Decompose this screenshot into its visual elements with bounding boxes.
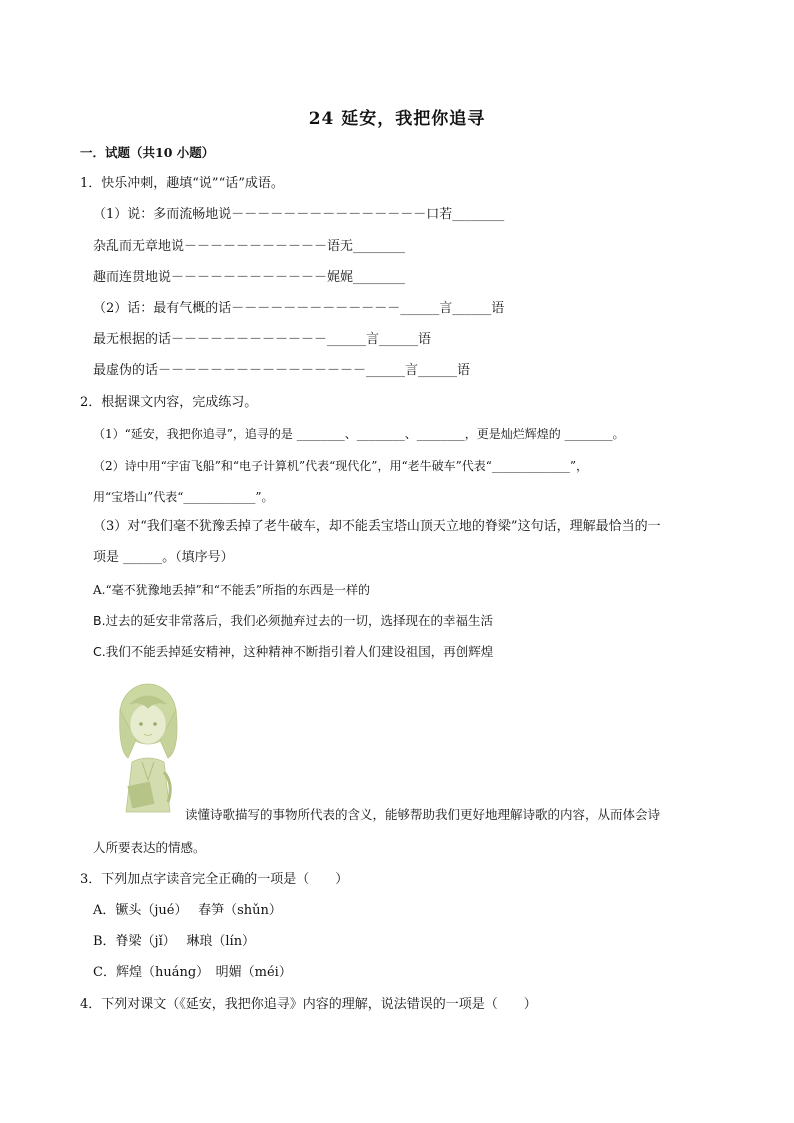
question-2-part-2a: （2）诗中用“宇宙飞船”和“电子计算机”代表“现代化”，用“老牛破车”代表“_____________”， xyxy=(93,459,588,473)
question-2-part-3b: 项是 ______。（填序号） xyxy=(93,550,234,565)
question-2-part-1: （1）“延安，我把你追寻”，追寻的是 ________、________、________，更是灿烂辉煌的 ________。 xyxy=(93,427,625,441)
question-2-stem: 2．根据课文内容，完成练习。 xyxy=(80,395,258,410)
tip-text-line-1: 读懂诗歌描写的事物所代表的含义，能够帮助我们更好地理解诗歌的内容，从而体会诗 xyxy=(185,807,661,822)
question-1-line-6: 最虚伪的话－－－－－－－－－－－－－－－－______言______语 xyxy=(93,363,471,378)
question-1-stem: 1．快乐冲刺，趣填“说”“话”成语。 xyxy=(80,176,284,191)
tip-text-line-2: 人所要表达的情感。 xyxy=(93,840,206,855)
question-2-option-c: C.我们不能丢掉延安精神，这种精神不断指引着人们建设祖国，再创辉煌 xyxy=(93,644,494,659)
girl-illustration xyxy=(108,680,188,818)
question-3-option-c: C．辉煌（huáng） 明媚（méi） xyxy=(93,965,292,980)
question-1-line-2: 杂乱而无章地说－－－－－－－－－－－语无________ xyxy=(93,239,406,254)
question-4-stem: 4．下列对课文（《延安，我把你追寻》内容的理解，说法错误的一项是（ ） xyxy=(80,997,537,1012)
question-1-line-4: （2）话：最有气概的话－－－－－－－－－－－－－______言______语 xyxy=(93,301,505,316)
question-1-line-5: 最无根据的话－－－－－－－－－－－－______言______语 xyxy=(93,332,432,347)
page-title: 24 延安，我把你追寻 xyxy=(308,109,486,129)
question-2-part-3a: （3）对“我们毫不犹豫丢掉了老牛破车，却不能丢宝塔山顶天立地的脊梁”这句话，理解最恰当的一 xyxy=(93,519,661,534)
question-3-option-b: B．脊梁（jǐ） 琳琅（lín） xyxy=(93,934,256,949)
question-3-option-a: A．镢头（jué） 春笋（shǔn） xyxy=(93,903,282,918)
question-2-option-a: A.“毫不犹豫地丢掉”和“不能丢”所指的东西是一样的 xyxy=(93,583,371,597)
question-1-line-3: 趣而连贯地说－－－－－－－－－－－－娓娓________ xyxy=(93,270,406,285)
question-3-stem: 3．下列加点字读音完全正确的一项是（ ） xyxy=(80,872,349,887)
section-heading: 一．试题（共10 小题） xyxy=(80,145,215,160)
question-2-part-2b: 用“宝塔山”代表“____________”。 xyxy=(93,490,274,504)
question-2-option-b: B.过去的延安非常落后，我们必须抛弃过去的一切，选择现在的幸福生活 xyxy=(93,613,494,628)
question-1-line-1: （1）说：多而流畅地说－－－－－－－－－－－－－－－口若________ xyxy=(93,207,505,222)
